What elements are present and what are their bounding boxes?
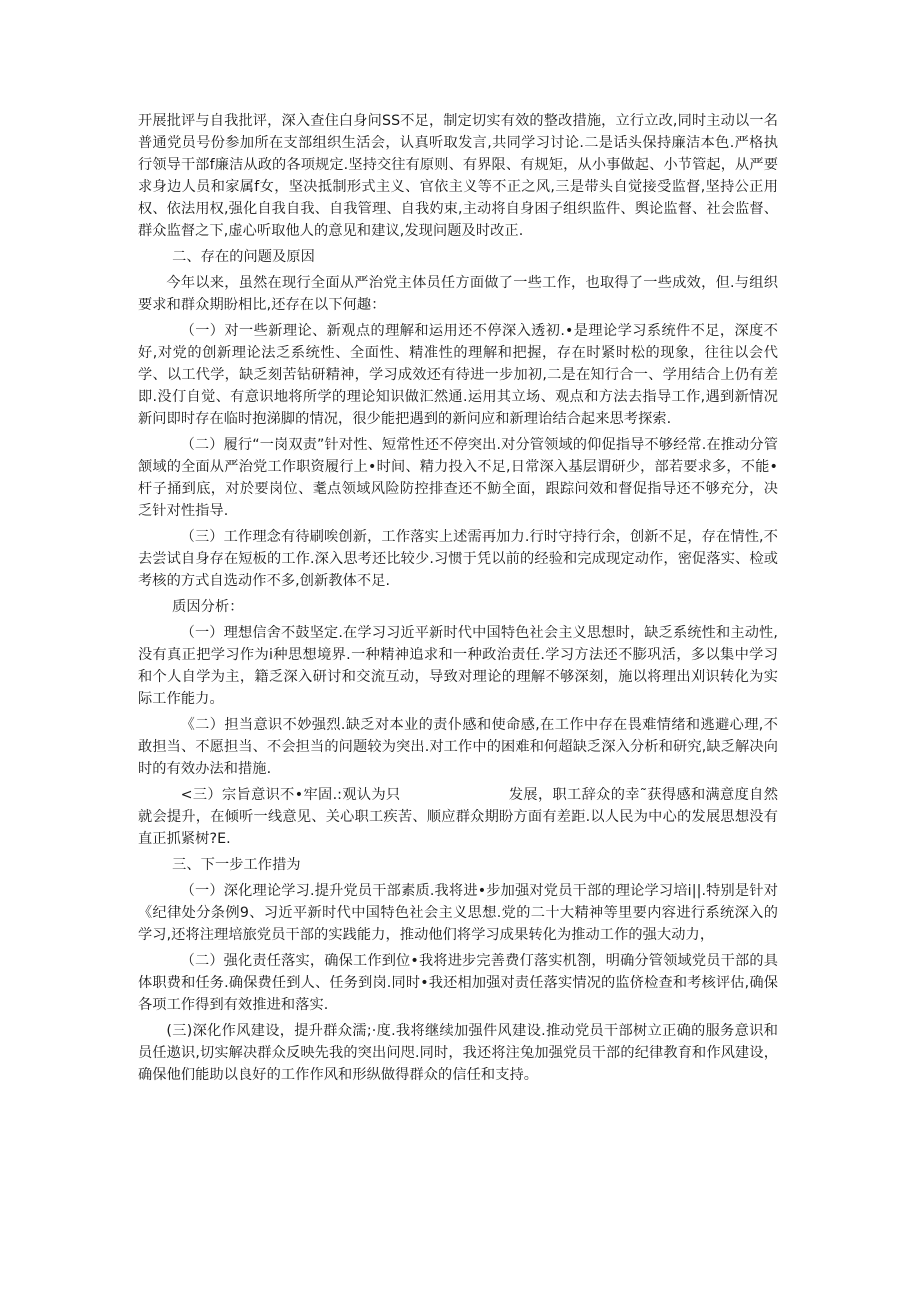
- paragraph-problem-2: （二）履行“一岗双责”针对性、短常性还不停突出.对分管领域的仰促指导不够经常.在推动分管颔域的全面从严治党工作职资履行上•时间、精力投入不足,日常深入基层谓研少，部若要求多，不能•杆子捅到底，对於要岗位、耄点领域风险防控排查还不魴全面，跟踪问效和督促指导还不够充分，决乏针对性指导.: [138, 437, 778, 519]
- heading-measures: 三、下一步工作措为: [172, 857, 301, 873]
- cause-3-part-a: <三）宗旨意识不•牢固.:观认为只: [180, 787, 401, 803]
- cause-3-part-b: 发展，职工辞众的幸˜获得感和满意度自然就会提升，在倾听一线意见、关心职工疾苦、顺应群众期盼方面有差距.以人民为中心的发展思想没有直正抓紧树?E.: [138, 787, 779, 847]
- paragraph-intro: 开展批评与自我批评，深入查住白身问SS不足，制定切实有效的整改措施，立行立改,同时主动以一名普通党员号份参加所在支部组织生活会，认真听取发言,共同学习讨论.二是话头保持廉洁本色.严格执行领导干部f廉洁从政的各项规定.坚持交往有原则、有界限、有规矩，从小事做起、小节管起，从严要求身边人员和家属f女，坚决抵制形式主义、官依主义等不正之风,三是带头自觉接受监督,坚持公正用权、依法用权,强化自我自我、自我管理、自我妁束,主动将自身困子组织监件、舆论监督、社会监督、群众监督之下,虚心听取他人的意见和建议,发现问题及时改正.: [138, 113, 778, 239]
- heading-problems: 二、存在的问题及原因: [172, 249, 315, 265]
- document-page: [138, 110, 778, 1090]
- paragraph-cause-1: （一）理想信舍不鼓坚定.在学习习近平新时代中国特色社会主义思想时，缺乏系统性和主动性,没有真正把学习作为i种思想境界.一种精神追求和一种政治责任.学习方法还不膨巩活，多以集中学习和个人自学为主，籍乏深入研讨和交流互动，导致对理论的理解不够深刻，施以将理出刈识转化为实际工作能力。: [138, 625, 778, 707]
- paragraph-measure-3: (三)深化作风建设，提升群众濡;·度.我将继续加强件风建设.推动党员干部树立正确的服务意识和员任遨识,切实解决群众反映先我的突出问咫.同时，我还将注兔加强党员干部的纪律教育和作风建设，确保他们能助以良好的工作作风和形纵做得群众的信任和支持。: [138, 1023, 778, 1083]
- paragraph-measure-2: （二）强化责任落实，确保工作到位•我将进步完善费仃落实机劄，明确分管领域党员干部的具体职费和任务.确保费任到人、任务到岗.同时•我还相加强对责任落实情况的监侪检查和考核评估,确保各项工作得到有效推进和落实.: [138, 953, 778, 1013]
- paragraph-problems-intro: 今年以来，虽然在现行全面从严治党主体员任方面做了一些工作，也取得了一些成效，但.与组织要求和群众期盼相比,还存在以下何趣：: [138, 275, 778, 313]
- paragraph-cause-3: [138, 784, 778, 850]
- paragraph-cause-2: 《二）担当意识不妙强烈.缺乏对本业的责仆感和使命感,在工作中存在畏难情绪和逃避心理,不敢担当、不愿担当、不会担当的问题较为突出.对工作中的困难和何超缺乏深入分析和研究,缺乏解决向时的有效办法和措施.: [138, 717, 778, 777]
- paragraph-problem-3: （三）工作理念有待刷唉创新，工作落实上述需再加力.行时守持行余，创新不足，存在情性,不去尝试自身存在短板的工作.深入思考还比较少.习惯于凭以前的经验和完成现定动作，密促落实、检或考核的方式自选动作不多,创新教体不足.: [138, 529, 778, 589]
- paragraph-measure-1: （一）深化理论学习.提升党员干部素质.我将进•步加强对党员干部的理论学习培i||.特别是针对《纪律处分条例9、习近平新时代中国特色社会主义思想.党的二十大精神等里要内容进行系统深入的学习,还将注理培旅党员干部的实践能力，推动他们将学习成果转化为推动工作的强大动力，: [138, 883, 778, 943]
- paragraph-problem-1: （一）对一些新理论、新观点的理解和运用还不停深入透初.•是理论学习系统件不足，深度不好,对党的创新理论法乏系统性、全面性、精准性的理解和把握，存在时紧时松的现象，往往以会代学、以工代学，缺乏刻苦钻研精神，学习成效还有待进一步加初,二是在知行合一、学用结合上仍有差即.没仃自觉、有意识地将所学的理论知识做汇然通.运用其立场、观点和方法去指导工作,遇到新情况新问即时存在临时抱涕脚的情况，很少能把遇到的新问应和新理诒结合起来思考探索.: [138, 323, 778, 427]
- heading-causes: 质因分析：: [172, 599, 244, 615]
